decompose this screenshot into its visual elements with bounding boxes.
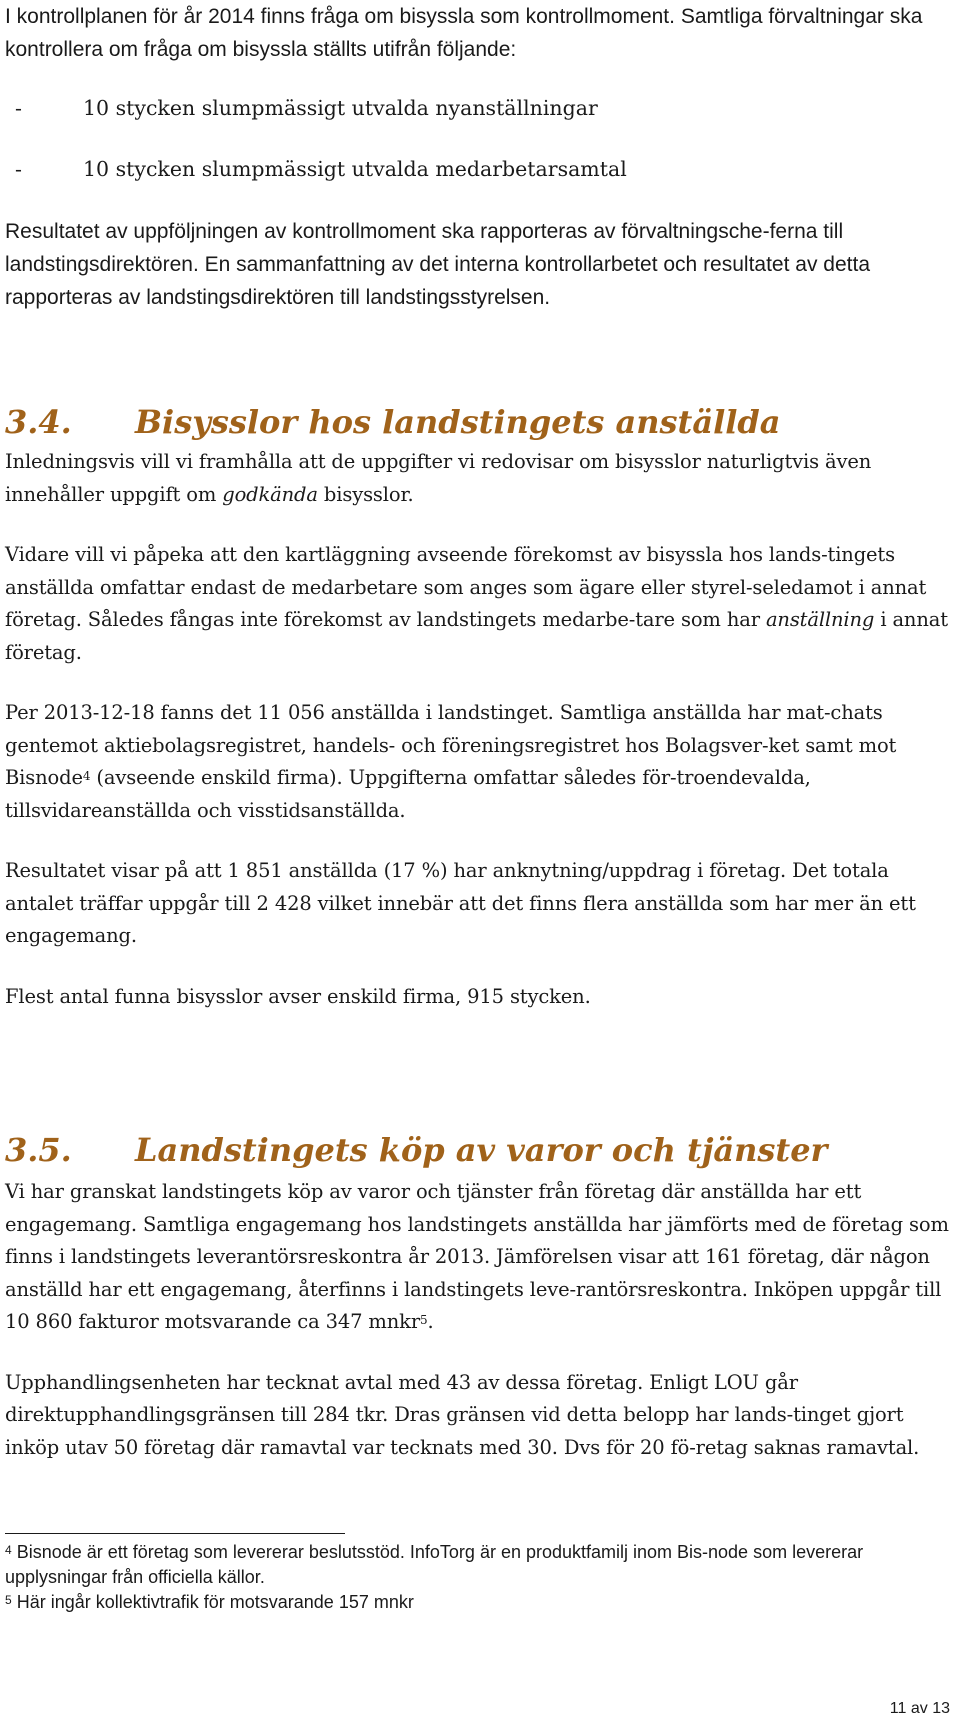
section-3-4-body xyxy=(5,446,955,1041)
footnote-divider xyxy=(5,1533,345,1534)
section-number: 3.5. xyxy=(5,1131,72,1169)
page-number: 11 av 13 xyxy=(889,1700,950,1717)
text-run: (avseende enskild firma). Uppgifterna omfattar således för-troendevalda, tillsvidareanställda och visstidsanställda. xyxy=(5,766,811,822)
section-number: 3.4. xyxy=(5,403,72,441)
paragraph xyxy=(5,697,955,827)
text-run: Inledningsvis vill vi framhålla att de uppgifter vi redovisar om bisysslor naturligtvis även innehåller uppgift om xyxy=(5,450,872,506)
intro-paragraph xyxy=(5,0,955,66)
bullet-dash: - xyxy=(15,96,22,120)
list-item xyxy=(5,153,955,214)
bullet-list xyxy=(5,92,955,214)
footnote-text: Bisnode är ett företag som levererar beslutsstöd. InfoTorg är en produktfamilj inom Bis-node som levererar upplysningar från officiella källor. xyxy=(5,1542,864,1587)
paragraph: Upphandlingsenheten har tecknat avtal med 43 av dessa företag. Enligt LOU går direktupphandlingsgränsen till 284 tkr. Dras gränsen vid detta belopp har lands-tinget gjort inköp utav 50 företag där ramavtal var tecknats med 30. Dvs för 20 fö-retag saknas ramavtal. xyxy=(5,1370,920,1459)
footnote xyxy=(5,1590,955,1615)
result-paragraph xyxy=(5,215,955,314)
paragraph xyxy=(5,446,955,511)
text-run: Vi har granskat landstingets köp av varor och tjänster från företag där anställda har ett engagemang. Samtliga engagemang hos landstingets anställda har jämförts med de företag som finns i landstingets leverantörsreskontra år 2013. Jämförelsen visar att 161 företag, där någon anställd har ett engagemang, återfinns i landstingets leve-rantörsreskontra. Inköpen uppgår till 10 860 fakturor motsvarande ca 347 mnkr xyxy=(5,1180,949,1333)
footnote-mark: 5 xyxy=(5,1593,12,1607)
footnote xyxy=(5,1540,955,1590)
bullet-dash: - xyxy=(15,157,22,181)
footnote-text: Här ingår kollektivtrafik för motsvarande 157 mnkr xyxy=(16,1592,414,1612)
section-heading-3-5 xyxy=(5,1130,827,1170)
bullet-text: 10 stycken slumpmässigt utvalda medarbetarsamtal xyxy=(83,157,627,181)
section-heading-3-4 xyxy=(5,402,780,442)
result-text: Resultatet av uppföljningen av kontrollmoment ska rapporteras av förvaltningsche-ferna till landstingsdirektören. En sammanfattning av det interna kontrollarbetet och resultatet av detta rapporteras av landstingsdirektören till landstingsstyrelsen. xyxy=(5,220,870,309)
section-3-5-body xyxy=(5,1176,955,1492)
paragraph: Resultatet visar på att 1 851 anställda (17 %) har anknytning/uppdrag i företag. Det totala antalet träffar uppgår till 2 428 vilket innebär att det finns flera anställda som har mer än ett engagemang. xyxy=(5,859,916,947)
paragraph xyxy=(5,1176,955,1339)
footnote-ref: 5 xyxy=(420,1313,428,1327)
paragraph xyxy=(5,539,955,669)
footnote-mark: 4 xyxy=(5,1543,12,1557)
intro-text: I kontrollplanen för år 2014 finns fråga om bisyssla som kontrollmoment. Samtliga förvaltningar ska kontrollera om fråga om bisyssla ställts utifrån följande: xyxy=(5,5,923,61)
section-title: Landstingets köp av varor och tjänster xyxy=(135,1131,828,1169)
footnote-ref: 4 xyxy=(82,769,91,783)
paragraph: Flest antal funna bisysslor avser enskild firma, 915 stycken. xyxy=(5,984,591,1008)
text-run: Vidare vill vi påpeka att den kartläggning avseende förekomst av bisyssla hos lands-tingets anställda omfattar endast de medarbetare som anges som ägare eller styrel-seledamot i annat företag. Således fångas inte förekomst av landstingets medarbe-tare som har xyxy=(5,543,927,631)
section-title: Bisysslor hos landstingets anställda xyxy=(135,403,781,441)
list-item xyxy=(5,92,955,153)
bullet-text: 10 stycken slumpmässigt utvalda nyanställningar xyxy=(83,96,598,120)
text-run: Per 2013-12-18 fanns det 11 056 anställda i landstinget. Samtliga anställda har mat-chats gentemot aktiebolagsregistret, handels- och föreningsregistret hos Bolagsver-ket samt mot Bisnode xyxy=(5,701,897,789)
text-run: . xyxy=(427,1310,434,1333)
text-run: bisysslor. xyxy=(317,482,414,506)
text-run: i annat företag. xyxy=(5,608,948,664)
emphasis: godkända xyxy=(222,482,318,506)
emphasis: anställning xyxy=(765,608,875,631)
footnotes xyxy=(5,1540,955,1615)
